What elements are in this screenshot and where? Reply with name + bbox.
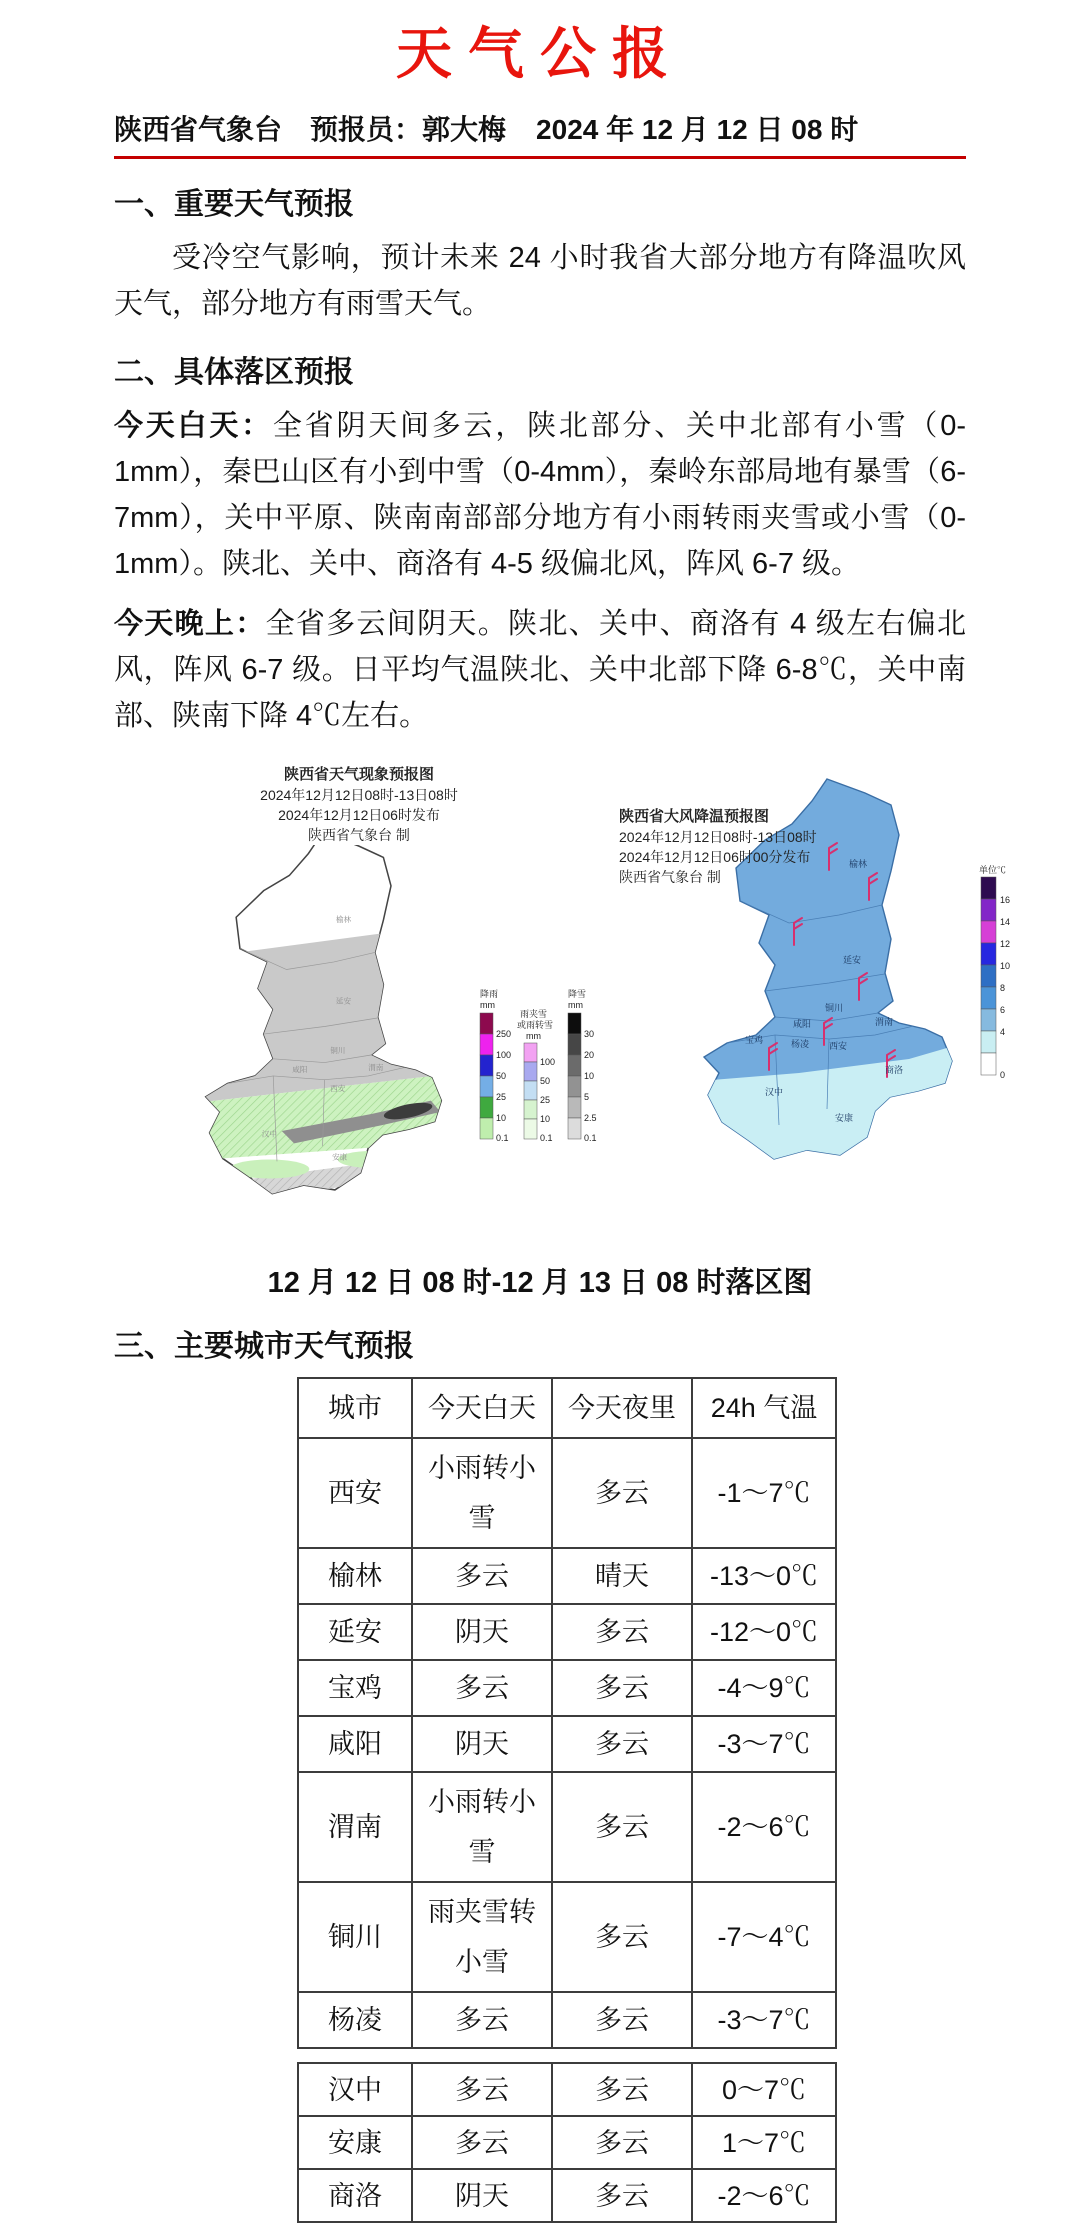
south-rain-patch xyxy=(230,1160,310,1179)
left-map-title: 陕西省天气现象预报图 xyxy=(283,766,434,783)
temp-tick: 10 xyxy=(1000,961,1011,971)
table-row xyxy=(298,1772,836,1882)
section-1-paragraph: 受冷空气影响，预计未来 24 小时我省大部分地方有降温吹风天气，部分地方有雨雪天气。 xyxy=(114,242,966,320)
city-label-tongchuan: 铜川 xyxy=(330,1046,346,1056)
snow-tick: 2.5 xyxy=(584,1113,597,1123)
snow-tick: 10 xyxy=(584,1071,595,1081)
temp-tick: 6 xyxy=(1000,1005,1006,1015)
city-label-yanan: 延安 xyxy=(843,955,862,965)
temp-swatch xyxy=(981,899,996,921)
table-header-row xyxy=(298,1378,836,1438)
snow-tick: 30 xyxy=(584,1029,595,1039)
table-row xyxy=(298,1604,836,1660)
temp-cell: -13～0℃ xyxy=(692,1548,836,1604)
forecast-maps xyxy=(164,765,1011,1250)
snow-legend-unit: mm xyxy=(568,1000,583,1010)
left-map-producer: 陕西省气象台 制 xyxy=(308,827,410,843)
rain-tick: 0.1 xyxy=(496,1133,509,1143)
city-cell: 渭南 xyxy=(298,1772,412,1882)
temp-swatch xyxy=(981,965,996,987)
night-label: 今天晚上： xyxy=(114,608,266,640)
city-cell: 宝鸡 xyxy=(298,1660,412,1716)
temp-swatch xyxy=(981,921,996,943)
temp-cell: -12～0℃ xyxy=(692,1604,836,1660)
night-weather-cell: 多云 xyxy=(552,1660,692,1716)
city-cell: 安康 xyxy=(298,2116,412,2169)
bulletin-header xyxy=(114,108,966,159)
sleet-tick: 100 xyxy=(540,1057,556,1067)
city-cell: 咸阳 xyxy=(298,1716,412,1772)
night-weather-cell: 多云 xyxy=(552,1992,692,2048)
rain-legend-unit: mm xyxy=(480,1000,495,1010)
temp-cell: -3～7℃ xyxy=(692,1992,836,2048)
table-row xyxy=(298,1992,836,2048)
night-weather-cell: 多云 xyxy=(552,2063,692,2116)
temp-cell: -2～6℃ xyxy=(692,2169,836,2222)
rain-swatch xyxy=(480,1013,493,1034)
temp-tick: 14 xyxy=(1000,917,1011,927)
city-label-hanzhong: 汉中 xyxy=(261,1129,277,1139)
snow-legend xyxy=(568,988,597,1143)
night-weather-cell: 晴天 xyxy=(552,1548,692,1604)
issue-datetime: 2024 年 12 月 12 日 08 时 xyxy=(536,114,859,145)
city-label-xianyang: 咸阳 xyxy=(292,1065,308,1075)
day-weather-cell: 多云 xyxy=(412,1660,552,1716)
left-map-shape xyxy=(182,845,467,1199)
night-weather-cell: 多云 xyxy=(552,2169,692,2222)
weather-phenomena-map xyxy=(164,765,619,1250)
city-label-xianyang: 咸阳 xyxy=(793,1019,812,1029)
sleet-tick: 50 xyxy=(540,1076,551,1086)
right-map-title: 陕西省大风降温预报图 xyxy=(619,808,770,825)
city-label-yulin: 榆林 xyxy=(335,915,352,924)
temp-cell: 1～7℃ xyxy=(692,2116,836,2169)
table-row xyxy=(298,1438,836,1548)
day-weather-cell: 多云 xyxy=(412,2116,552,2169)
temp-tick: 0 xyxy=(1000,1070,1006,1080)
temp-cell: -7～4℃ xyxy=(692,1882,836,1992)
city-cell: 延安 xyxy=(298,1604,412,1660)
day-weather-cell: 阴天 xyxy=(412,1604,552,1660)
forecaster-label: 预报员： xyxy=(310,114,423,145)
temp-tick: 16 xyxy=(1000,895,1011,905)
day-weather-cell: 阴天 xyxy=(412,1716,552,1772)
day-weather-cell: 多云 xyxy=(412,1548,552,1604)
sleet-tick: 0.1 xyxy=(540,1133,553,1143)
temp-swatch xyxy=(981,1009,996,1031)
snow-tick: 5 xyxy=(584,1092,590,1102)
sleet-legend xyxy=(517,1008,555,1143)
rain-tick: 250 xyxy=(496,1029,512,1039)
snow-tick: 20 xyxy=(584,1050,595,1060)
right-map-titles xyxy=(619,807,854,887)
sleet-swatch xyxy=(524,1081,537,1100)
weather-bulletin-page xyxy=(114,0,1011,2223)
temp-tick: 8 xyxy=(1000,983,1006,993)
day-weather-cell: 小雨转小雪 xyxy=(412,1772,552,1882)
temp-tick: 4 xyxy=(1000,1027,1006,1037)
night-weather-cell: 多云 xyxy=(552,1716,692,1772)
day-forecast-paragraph xyxy=(114,403,966,587)
table-row xyxy=(298,1882,836,1992)
city-cell: 西安 xyxy=(298,1438,412,1548)
office-name: 陕西省气象台 xyxy=(114,114,283,145)
rain-swatch xyxy=(480,1097,493,1118)
rain-legend xyxy=(480,988,511,1143)
sleet-swatch xyxy=(524,1043,537,1062)
header-day: 今天白天 xyxy=(412,1378,552,1438)
rain-tick: 100 xyxy=(496,1050,512,1060)
night-weather-cell: 多云 xyxy=(552,1772,692,1882)
left-map-titles xyxy=(204,765,514,845)
city-cell: 汉中 xyxy=(298,2063,412,2116)
page-title: 天气公报 xyxy=(396,22,684,85)
city-cell: 商洛 xyxy=(298,2169,412,2222)
night-weather-cell: 多云 xyxy=(552,1882,692,1992)
temp-cell: -4～9℃ xyxy=(692,1660,836,1716)
header-temp: 24h 气温 xyxy=(692,1378,836,1438)
temp-tick: 12 xyxy=(1000,939,1011,949)
snow-legend-title: 降雪 xyxy=(568,989,587,999)
table-row xyxy=(298,1660,836,1716)
section-2-heading: 二、具体落区预报 xyxy=(114,356,354,389)
day-text: 全省阴天间多云，陕北部分、关中北部有小雪（0-1mm），秦巴山区有小到中雪（0-4mm），秦岭东部局地有暴雪（6-7mm），关中平原、陕南南部部分地方有小雨转雨夹雪或小雪（0-1mm）。陕北、关中、商洛有 4-5 级偏北风，阵风 6-7 级。 xyxy=(114,410,966,580)
snow-swatch xyxy=(568,1097,581,1118)
temp-cell: -1～7℃ xyxy=(692,1438,836,1548)
city-cell: 杨凌 xyxy=(298,1992,412,2048)
city-label-weinan: 渭南 xyxy=(368,1063,384,1073)
day-label: 今天白天： xyxy=(114,410,273,442)
city-label-yangling: 杨凌 xyxy=(791,1039,810,1049)
wind-cooling-map xyxy=(619,765,1049,1250)
temp-swatch xyxy=(981,1031,996,1053)
temp-legend-unit: 单位℃ xyxy=(979,865,1007,875)
sleet-tick: 10 xyxy=(540,1114,551,1124)
city-label-xian: 西安 xyxy=(330,1084,346,1094)
snow-swatch xyxy=(568,1055,581,1076)
night-forecast-paragraph xyxy=(114,601,966,739)
table-row xyxy=(298,2169,836,2222)
table-row xyxy=(298,2063,836,2116)
temp-swatch xyxy=(981,987,996,1009)
temp-cell: -2～6℃ xyxy=(692,1772,836,1882)
rain-tick: 25 xyxy=(496,1092,507,1102)
temp-cell: -3～7℃ xyxy=(692,1716,836,1772)
temp-legend xyxy=(979,864,1010,1080)
city-label-baoji: 宝鸡 xyxy=(745,1035,764,1045)
left-map-issued: 2024年12月12日06时发布 xyxy=(278,807,440,823)
sleet-tick: 25 xyxy=(540,1095,551,1105)
snow-swatch xyxy=(568,1076,581,1097)
city-label-tongchuan: 铜川 xyxy=(825,1003,844,1013)
city-cell: 榆林 xyxy=(298,1548,412,1604)
temp-swatch xyxy=(981,1053,996,1075)
section-1-heading: 一、重要天气预报 xyxy=(114,188,354,221)
header-night: 今天夜里 xyxy=(552,1378,692,1438)
day-weather-cell: 雨夹雪转小雪 xyxy=(412,1882,552,1992)
maps-caption: 12 月 12 日 08 时-12 月 13 日 08 时落区图 xyxy=(267,1267,813,1299)
sleet-swatch xyxy=(524,1062,537,1081)
day-weather-cell: 多云 xyxy=(412,1992,552,2048)
table-row xyxy=(298,2116,836,2169)
snow-swatch xyxy=(568,1034,581,1055)
temp-swatch xyxy=(981,877,996,899)
header-city: 城市 xyxy=(298,1378,412,1438)
right-map-producer: 陕西省气象台 制 xyxy=(619,869,721,885)
left-map-svg xyxy=(164,845,619,1245)
temp-cell: 0～7℃ xyxy=(692,2063,836,2116)
forecaster-name: 郭大梅 xyxy=(422,114,507,145)
snow-swatch xyxy=(568,1013,581,1034)
night-weather-cell: 多云 xyxy=(552,2116,692,2169)
rain-tick: 10 xyxy=(496,1113,507,1123)
day-weather-cell: 阴天 xyxy=(412,2169,552,2222)
day-weather-cell: 多云 xyxy=(412,2063,552,2116)
sleet-swatch xyxy=(524,1119,537,1139)
south-rain-patch-2 xyxy=(338,1151,406,1168)
temp-swatch xyxy=(981,943,996,965)
rain-swatch xyxy=(480,1076,493,1097)
city-label-yanan: 延安 xyxy=(335,996,352,1006)
table-row xyxy=(298,1716,836,1772)
rain-legend-title: 降雨 xyxy=(480,989,499,999)
section-3-heading: 三、主要城市天气预报 xyxy=(114,1330,414,1363)
city-label-shangluo: 商洛 xyxy=(885,1065,904,1075)
city-label-hanzhong: 汉中 xyxy=(765,1087,784,1097)
city-label-ankang: 安康 xyxy=(332,1152,348,1162)
city-cell: 铜川 xyxy=(298,1882,412,1992)
night-text: 全省多云间阴天。陕北、关中、商洛有 4 级左右偏北风，阵风 6-7 级。日平均气温陕北、关中北部下降 6-8℃，关中南部、陕南下降 4℃左右。 xyxy=(114,608,966,732)
day-weather-cell: 小雨转小雪 xyxy=(412,1438,552,1548)
rain-swatch xyxy=(480,1055,493,1076)
city-label-xian: 西安 xyxy=(829,1041,848,1051)
table-row xyxy=(298,1548,836,1604)
sleet-swatch xyxy=(524,1100,537,1119)
night-weather-cell: 多云 xyxy=(552,1438,692,1548)
city-label-yulin: 榆林 xyxy=(849,859,868,869)
snow-swatch xyxy=(568,1118,581,1139)
right-map-period: 2024年12月12日08时-13日08时 xyxy=(619,829,817,845)
sleet-legend-title: 雨夹雪 xyxy=(520,1009,548,1019)
sleet-legend-unit: mm xyxy=(526,1031,541,1041)
night-weather-cell: 多云 xyxy=(552,1604,692,1660)
rain-swatch xyxy=(480,1034,493,1055)
rain-tick: 50 xyxy=(496,1071,507,1081)
sleet-legend-title2: 或雨转雪 xyxy=(517,1020,554,1030)
city-label-ankang: 安康 xyxy=(835,1113,854,1123)
left-map-period: 2024年12月12日08时-13日08时 xyxy=(260,787,458,803)
right-map-issued: 2024年12月12日06时00分发布 xyxy=(619,849,811,865)
rain-swatch xyxy=(480,1118,493,1139)
snow-tick: 0.1 xyxy=(584,1133,597,1143)
city-label-weinan: 渭南 xyxy=(875,1017,894,1027)
city-weather-table xyxy=(297,1377,837,2049)
south-city-weather-table xyxy=(297,2062,837,2223)
